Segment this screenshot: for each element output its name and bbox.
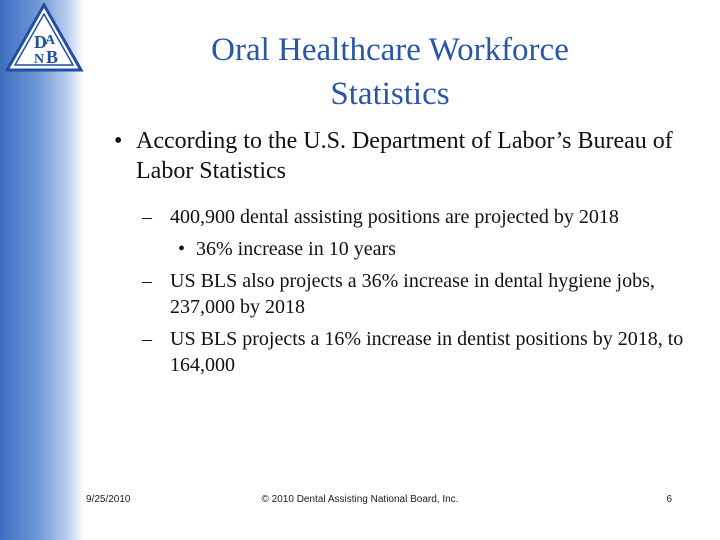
title-line-2: Statistics <box>330 76 450 112</box>
bullet-list <box>110 126 700 384</box>
page-number: 6 <box>666 494 672 505</box>
sub-bullet-1 <box>110 204 700 230</box>
slide-title <box>110 28 670 116</box>
bullet-main <box>110 126 700 186</box>
danb-logo-icon <box>4 2 84 74</box>
side-gradient-band <box>0 0 84 540</box>
bullet-marker: • <box>114 128 123 154</box>
sub-sub-bullet <box>110 236 700 262</box>
footer-date: 9/25/2010 <box>86 494 131 505</box>
title-line-1: Oral Healthcare Workforce <box>211 32 569 68</box>
sub-bullet-3 <box>110 326 700 378</box>
dash-marker: – <box>142 206 152 228</box>
bullet-main-text: According to the U.S. Department of Labor’s Bureau of Labor Statistics <box>136 128 673 184</box>
sub-bullet-1-text: 400,900 dental assisting positions are projected by 2018 <box>170 206 619 228</box>
dash-marker: – <box>142 270 152 292</box>
svg-text:D: D <box>34 32 47 52</box>
sub-bullet-3-text: US BLS projects a 16% increase in dentist positions by 2018, to 164,000 <box>170 328 684 376</box>
svg-text:B: B <box>46 47 59 67</box>
svg-text:N: N <box>34 52 45 67</box>
sub-sub-bullet-text: 36% increase in 10 years <box>196 238 396 260</box>
dash-marker: – <box>142 328 152 350</box>
danb-logo <box>4 2 84 74</box>
sub-bullet-2-text: US BLS also projects a 36% increase in dental hygiene jobs, 237,000 by 2018 <box>170 270 655 318</box>
svg-text:A: A <box>45 33 56 48</box>
bullet-marker: • <box>178 238 186 260</box>
footer-copyright: © 2010 Dental Assisting National Board, Inc. <box>261 494 459 505</box>
sub-bullet-2 <box>110 268 700 320</box>
logo-text <box>4 2 5 3</box>
